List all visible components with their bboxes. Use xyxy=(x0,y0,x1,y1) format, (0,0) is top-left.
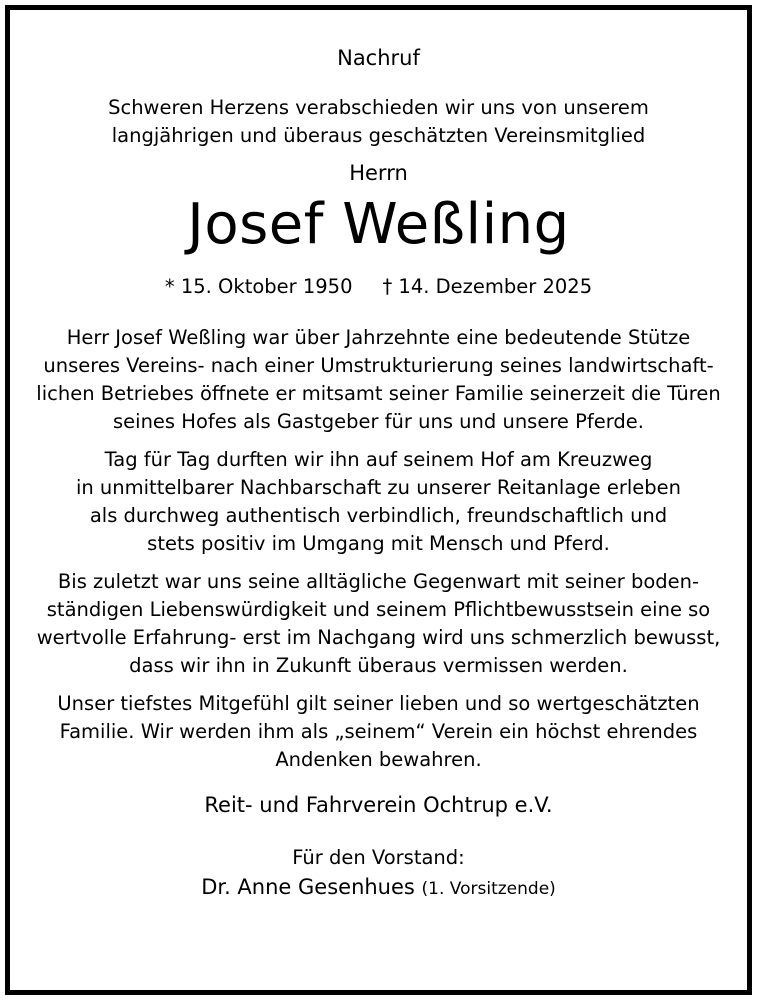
paragraph-line: unseres Vereins- nach einer Umstrukturierung seines landwirtschaft- xyxy=(43,354,714,377)
paragraph-line: seines Hofes als Gastgeber für uns und unsere Pferde. xyxy=(113,410,644,433)
paragraph-line: ständigen Liebenswürdigkeit und seinem Pflichtbewusstsein eine so xyxy=(46,598,711,621)
tribute-paragraph xyxy=(0,446,757,558)
paragraph-line: stets positiv im Umgang mit Mensch und Pferd. xyxy=(147,532,610,555)
board-label: Für den Vorstand: xyxy=(292,846,465,869)
life-dates xyxy=(0,273,757,301)
paragraph-line: als durchweg authentisch verbindlich, freundschaftlich und xyxy=(89,504,668,527)
paragraph-line: Tag für Tag durften wir ihn auf seinem Hof am Kreuzweg xyxy=(104,448,653,471)
club-name: Reit- und Fahrverein Ochtrup e.V. xyxy=(204,793,553,817)
paragraph-line: Unser tiefstes Mitgefühl gilt seiner lieben und so wertgeschätzten xyxy=(57,692,700,715)
notice-heading: Nachruf xyxy=(337,46,420,70)
paragraph-line: wertvolle Erfahrung- erst im Nachgang wird uns schmerzlich bewusst, xyxy=(36,626,721,649)
paragraph-line: in unmittelbarer Nachbarschaft zu unserer Reitanlage erleben xyxy=(75,476,682,499)
paragraph-line: dass wir ihn in Zukunft überaus vermissen werden. xyxy=(129,654,628,677)
tribute-paragraph xyxy=(0,568,757,680)
deceased-name: Josef Weßling xyxy=(187,192,570,257)
condolence-paragraph xyxy=(0,690,757,774)
birth-date: * 15. Oktober 1950 xyxy=(164,275,353,298)
signature-line xyxy=(0,873,757,903)
death-date: † 14. Dezember 2025 xyxy=(382,275,593,298)
intro-line: Schweren Herzens verabschieden wir uns von unserem xyxy=(108,96,649,119)
salutation: Herrn xyxy=(349,161,408,185)
paragraph-line: lichen Betriebes öffnete er mitsamt seiner Familie seinerzeit die Türen xyxy=(36,382,721,405)
paragraph-line: Familie. Wir werden ihm als „seinem“ Verein ein höchst ehrendes xyxy=(59,720,698,743)
intro-text xyxy=(0,94,757,150)
paragraph-line: Andenken bewahren. xyxy=(275,748,482,771)
tribute-paragraph xyxy=(0,324,757,436)
intro-line: langjährigen und überaus geschätzten Vereinsmitglied xyxy=(111,124,646,147)
signer-name: Dr. Anne Gesenhues xyxy=(201,875,415,899)
signer-role: (1. Vorsitzende) xyxy=(421,879,556,899)
paragraph-line: Bis zuletzt war uns seine alltägliche Gegenwart mit seiner boden- xyxy=(57,570,700,593)
paragraph-line: Herr Josef Weßling war über Jahrzehnte eine bedeutende Stütze xyxy=(66,326,691,349)
